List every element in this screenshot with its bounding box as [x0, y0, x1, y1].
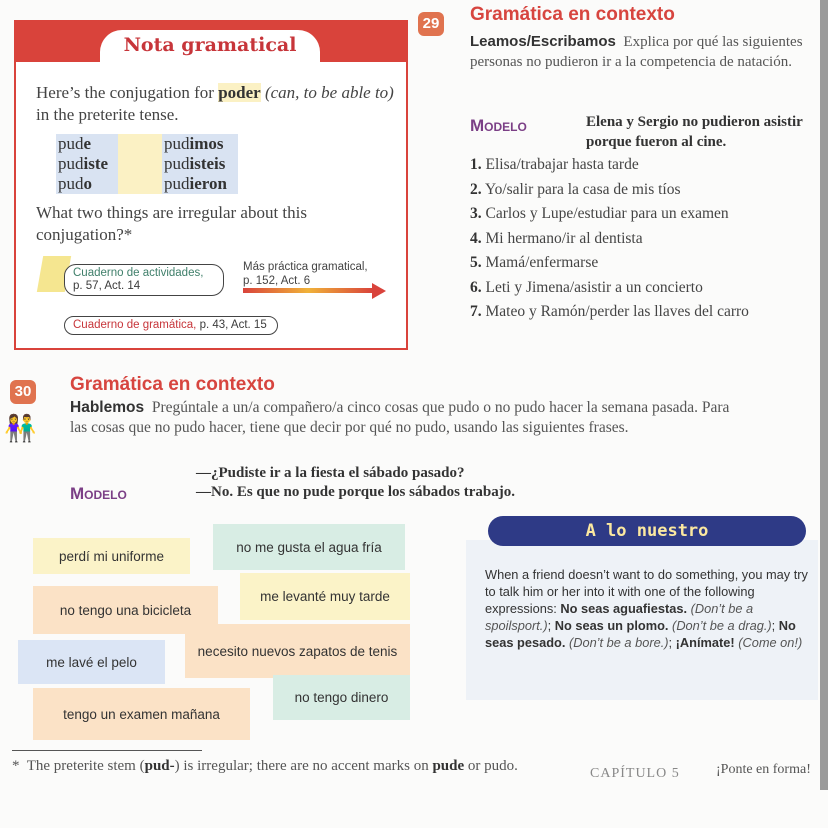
cuaderno-gramatica-link[interactable]: Cuaderno de gramática, p. 43, Act. 15 [64, 316, 278, 335]
cuaderno-actividades-link[interactable]: Cuaderno de actividades, p. 57, Act. 14 [64, 264, 224, 296]
phrase-tile: no tengo una bicicleta [33, 586, 218, 634]
list-item: 3. Carlos y Lupe/estudiar para un examen [470, 205, 729, 222]
conj-yo: pude [58, 134, 92, 153]
conj-ellos: pudieron [164, 174, 227, 193]
phrase-tile: me levanté muy tarde [240, 573, 410, 620]
footnote: * The preterite stem (pud-) is irregular; there are no accent marks on pude or pudo. [12, 758, 518, 774]
footnote-divider [12, 750, 202, 751]
phrase-tile: no tengo dinero [273, 675, 410, 720]
chapter-title: ¡Ponte en forma! [716, 762, 811, 777]
activity-29-list [470, 156, 815, 328]
conjugation-table [58, 134, 264, 194]
conj-nosotros: pudimos [164, 134, 224, 153]
activity-number-badge: 30 [10, 380, 36, 404]
list-item: 4. Mi hermano/ir al dentista [470, 229, 643, 247]
list-item: 6. Leti y Jimena/asistir a un concierto [470, 278, 703, 296]
nota-question: What two things are irregular about this conjugation?* [36, 203, 307, 244]
modelo-example: Elena y Sergio no pudieron asistir porque fueron al cine. [586, 114, 803, 150]
modelo-label: Modelo [70, 484, 127, 503]
a-lo-nuestro-text: When a friend doesn’t want to do something, you may try to talk him or her into it with one of the following expressions: No seas aguafiestas. (Don’t be a spoilsport.); No seas un plomo. (Don’t be a drag.); No seas pesado. (Don’t be a bore.); ¡Anímate! (Come on!) [485, 567, 808, 650]
page-edge [820, 0, 828, 790]
modelo-label: Modelo [470, 116, 527, 135]
phrase-tile: no me gusta el agua fría [213, 524, 405, 570]
pair-work-icon: 👫 [4, 414, 33, 444]
activity-30-title: Gramática en contexto [70, 374, 275, 395]
chapter-label: CAPÍTULO 5 [590, 766, 680, 781]
modelo-dialogue: —¿Pudiste ir a la fiesta el sábado pasado? —No. Es que no pude porque los sábados trabajo. [196, 465, 515, 500]
phrase-tile: me lavé el pelo [18, 640, 165, 684]
conj-vosotros: pudisteis [164, 154, 226, 173]
activity-number-badge: 29 [418, 12, 444, 36]
phrase-tile: necesito nuevos zapatos de tenis [185, 624, 410, 678]
phrase-tile: tengo un examen mañana [33, 688, 250, 740]
list-item: 7. Mateo y Ramón/perder las llaves del carro [470, 303, 749, 320]
list-item: 1. Elisa/trabajar hasta tarde [470, 156, 639, 173]
mas-practica-link[interactable]: Más práctica gramatical, p. 152, Act. 6 [243, 261, 368, 287]
conj-tu: pudiste [58, 154, 109, 173]
phrase-tile: perdí mi uniforme [33, 538, 190, 574]
nota-title: Nota gramatical [123, 34, 297, 56]
list-item: 5. Mamá/enfermarse [470, 254, 599, 271]
arrow-right-icon [372, 283, 386, 299]
activity-30-instructions: Hablemos Pregúntale a un/a compañero/a cinco cosas que pudo o no pudo hacer la semana pasada. Para las cosas que no pudo hacer, tiene que decir por qué no pudo, usando las siguientes frases. [70, 399, 730, 436]
list-item: 2. Yo/salir para la casa de mis tíos [470, 180, 681, 198]
arrow-shaft [243, 288, 373, 293]
nota-intro: Here’s the conjugation for poder (can, to be able to) in the preterite tense. [36, 83, 394, 124]
activity-29-instructions: Leamos/Escribamos Explica por qué las siguientes personas no pudieron ir a la competencia de natación. [470, 33, 803, 70]
conj-el: pudo [58, 174, 92, 193]
a-lo-nuestro-title: A lo nuestro [488, 516, 806, 546]
activity-29-title: Gramática en contexto [470, 4, 675, 25]
